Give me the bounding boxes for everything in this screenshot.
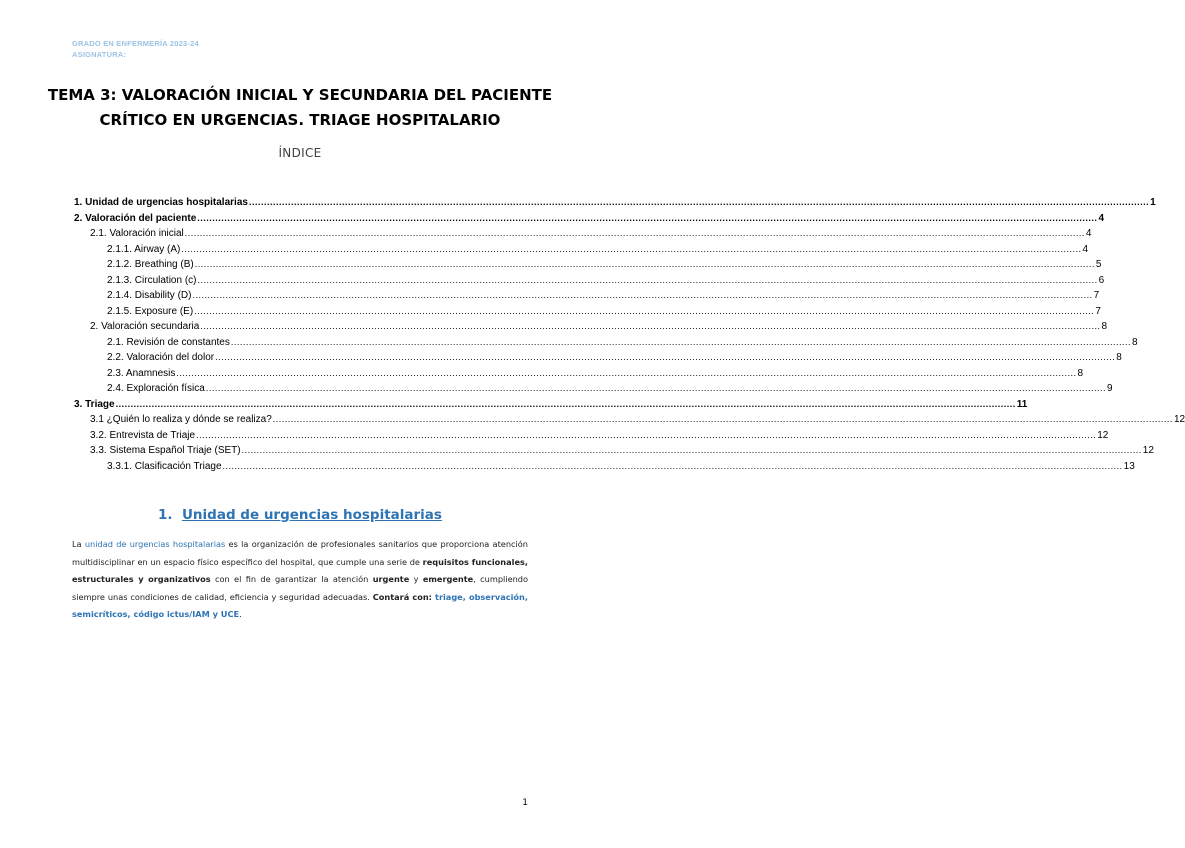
toc-entry-page: 4 <box>1098 212 1104 224</box>
toc-entry-label: 2. Valoración del paciente <box>74 212 197 224</box>
toc-entry-page: 12 <box>1142 445 1154 456</box>
toc-entry-page: 5 <box>1095 259 1102 270</box>
toc-entry[interactable] <box>74 259 1102 275</box>
toc-entry[interactable] <box>74 429 1109 446</box>
toc-entry[interactable] <box>74 290 1100 306</box>
title-line-2: CRÍTICO EN URGENCIAS. TRIAGE HOSPITALARIO <box>99 111 501 129</box>
toc-entry[interactable] <box>74 383 1113 399</box>
toc-entry-label: 2.1.3. Circulation (c) <box>107 274 197 286</box>
toc-entry-label: 2.1.5. Exposure (E) <box>107 305 194 317</box>
toc-entry-label: 2. Valoración secundaria <box>90 321 200 332</box>
toc-leader-dots: ............................................................................................................................................................................................................................................................................................................ <box>197 212 1098 223</box>
toc-entry-label: 3.1 ¿Quién lo realiza y dónde se realiza? <box>90 414 272 425</box>
toc-entry[interactable] <box>74 321 1108 337</box>
section-heading <box>0 507 600 523</box>
para-text: , cumpliendo siempre unas condiciones de calidad, eficiencia y seguridad adecuadas. <box>72 574 528 602</box>
toc-entry-page: 7 <box>1093 290 1100 301</box>
toc-entry-label: 3.3.1. Clasificación Triage <box>107 460 222 472</box>
toc-entry[interactable] <box>74 212 1104 229</box>
toc-leader-dots: ............................................................................................................................................................................................................................................................................................................ <box>197 274 1098 285</box>
para-bold-term: emergente <box>422 574 474 584</box>
toc-entry-page: 6 <box>1098 274 1105 286</box>
document-title <box>40 83 560 133</box>
toc-entry-label: 3.3. Sistema Español Triaje (SET) <box>90 445 241 456</box>
toc-entry[interactable] <box>74 460 1135 477</box>
toc-leader-dots: ............................................................................................................................................................................................................................................................................................................ <box>222 460 1123 471</box>
toc-entry[interactable] <box>74 398 1028 415</box>
toc-leader-dots: ............................................................................................................................................................................................................................................................................................................ <box>205 383 1106 393</box>
toc-leader-dots: ............................................................................................................................................................................................................................................................................................................ <box>196 429 1097 440</box>
toc-leader-dots: ............................................................................................................................................................................................................................................................................................................ <box>272 414 1173 424</box>
toc-leader-dots: ............................................................................................................................................................................................................................................................................................................ <box>194 305 1095 316</box>
para-text: . <box>239 609 242 619</box>
toc-leader-dots: ............................................................................................................................................................................................................................................................................................................ <box>248 197 1150 207</box>
toc-leader-dots: ............................................................................................................................................................................................................................................................................................................ <box>181 243 1082 254</box>
toc-leader-dots: ............................................................................................................................................................................................................................................................................................................ <box>184 228 1085 238</box>
toc-entry-label: 2.4. Exploración física <box>107 383 205 394</box>
para-bold-term: urgente <box>372 574 410 584</box>
table-of-contents <box>74 197 1185 476</box>
page-number: 1 <box>522 798 528 808</box>
header-degree: GRADO EN ENFERMERÍA 2023-24 <box>72 39 199 48</box>
toc-entry-label: 2.1.1. Airway (A) <box>107 243 181 255</box>
toc-entry[interactable] <box>74 367 1084 384</box>
toc-entry-page: 8 <box>1132 336 1138 348</box>
toc-entry-label: 2.2. Valoración del dolor <box>107 352 215 363</box>
para-highlight-term: unidad de urgencias hospitalarias <box>84 539 226 549</box>
para-text: La <box>72 539 85 549</box>
toc-leader-dots: ............................................................................................................................................................................................................................................................................................................ <box>215 352 1116 362</box>
toc-entry-page: 8 <box>1101 321 1108 332</box>
toc-leader-dots: ............................................................................................................................................................................................................................................................................................................ <box>192 290 1093 300</box>
toc-entry[interactable] <box>74 336 1138 353</box>
toc-entry-label: 3.2. Entrevista de Triaje <box>90 429 196 441</box>
body-paragraph <box>72 536 528 624</box>
toc-leader-dots: ............................................................................................................................................................................................................................................................................................................ <box>230 336 1132 347</box>
toc-entry-label: 2.1. Valoración inicial <box>90 228 184 239</box>
toc-entry-page: 1 <box>1150 197 1156 208</box>
toc-entry[interactable] <box>74 228 1092 244</box>
para-bold-term: requisitos funcionales, estructurales y organizativos <box>72 556 528 584</box>
para-highlight-list: triage, observación, semicríticos, código ictus/IAM y UCE <box>72 591 528 619</box>
toc-entry-label: 3. Triage <box>74 398 115 410</box>
toc-leader-dots: ............................................................................................................................................................................................................................................................................................................ <box>200 321 1101 331</box>
para-bold-term: Contará con: <box>372 591 436 602</box>
toc-entry-page: 12 <box>1097 429 1109 441</box>
document-header <box>72 38 199 60</box>
toc-entry[interactable] <box>74 352 1122 368</box>
toc-entry[interactable] <box>74 274 1105 291</box>
toc-entry[interactable] <box>74 305 1101 322</box>
toc-leader-dots: ............................................................................................................................................................................................................................................................................................................ <box>176 367 1077 378</box>
toc-entry-label: 2.1. Revisión de constantes <box>107 336 230 348</box>
toc-entry-page: 4 <box>1082 243 1089 255</box>
toc-entry-page: 13 <box>1123 460 1135 472</box>
toc-entry[interactable] <box>74 243 1089 260</box>
para-text: es la organización de profesionales sanitarios que proporciona atención multidisciplinar en un espacio físico específico del hospital, que cumple una serie de <box>72 539 528 567</box>
section-number: 1. <box>158 507 173 523</box>
toc-entry[interactable] <box>74 445 1154 461</box>
header-subject: ASIGNATURA: <box>72 50 127 59</box>
toc-entry-label: 2.3. Anamnesis <box>107 367 176 379</box>
index-heading: ÍNDICE <box>278 146 322 160</box>
para-text: con el fin de garantizar la atención <box>210 574 373 584</box>
toc-entry-page: 11 <box>1016 398 1028 410</box>
toc-entry-page: 7 <box>1095 305 1101 317</box>
toc-entry-page: 8 <box>1077 367 1084 379</box>
toc-leader-dots: ............................................................................................................................................................................................................................................................................................................ <box>194 259 1095 269</box>
toc-entry-label: 1. Unidad de urgencias hospitalarias <box>74 197 248 208</box>
para-text: y <box>409 574 423 584</box>
toc-entry-label: 2.1.2. Breathing (B) <box>107 259 194 270</box>
title-line-1: TEMA 3: VALORACIÓN INICIAL Y SECUNDARIA DEL PACIENTE <box>47 86 553 104</box>
toc-entry-page: 8 <box>1116 352 1122 363</box>
toc-entry[interactable] <box>74 197 1156 213</box>
toc-entry-page: 12 <box>1173 414 1185 425</box>
toc-leader-dots: ............................................................................................................................................................................................................................................................................................................ <box>241 445 1142 455</box>
toc-entry-page: 9 <box>1106 383 1113 394</box>
toc-entry-page: 4 <box>1085 228 1092 239</box>
section-heading-text[interactable]: Unidad de urgencias hospitalarias <box>181 507 442 523</box>
toc-entry-label: 2.1.4. Disability (D) <box>107 290 192 301</box>
toc-entry[interactable] <box>74 414 1185 430</box>
toc-leader-dots: ............................................................................................................................................................................................................................................................................................................ <box>115 398 1016 409</box>
